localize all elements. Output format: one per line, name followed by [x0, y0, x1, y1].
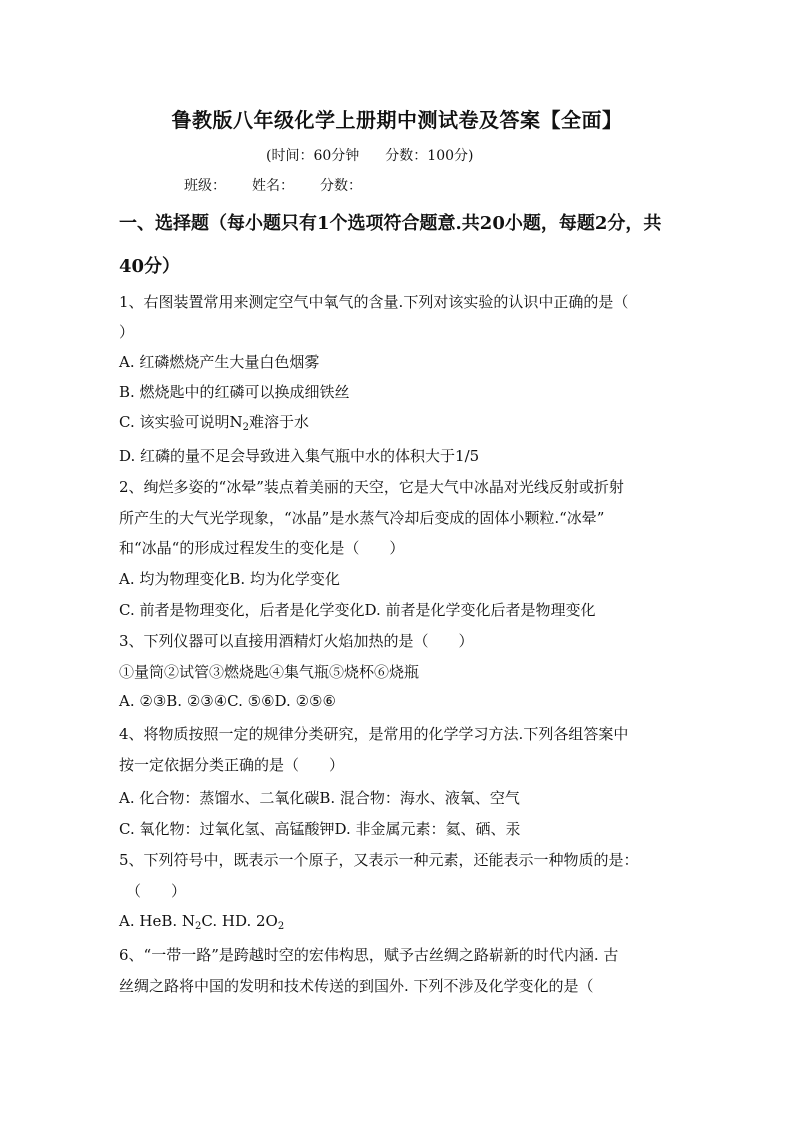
question-3-options: A. ②③B. ②③④C. ⑤⑥D. ②⑤⑥ — [119, 692, 336, 710]
question-2-text: 2、绚烂多姿的“冰晕”装点着美丽的天空，它是大气中冰晶对光线反射或折射 — [119, 478, 624, 496]
name-label: 姓名： — [252, 178, 294, 194]
score-label: 分数： — [320, 178, 362, 194]
question-1-option-c — [119, 411, 679, 433]
student-info-row — [184, 175, 388, 195]
document-title: 鲁教版八年级化学上册期中测试卷及答案【全面】 — [171, 108, 623, 132]
question-3-items: ①量筒②试管③燃烧匙④集气瓶⑤烧杯⑥烧瓶 — [119, 663, 420, 681]
question-5-options — [119, 912, 679, 932]
q1c-pre: C. 该实验可说明N — [119, 413, 243, 431]
section-title-cont: 40分） — [119, 256, 181, 277]
class-label: 班级： — [184, 178, 226, 194]
question-4-options-ab: A. 化合物：蒸馏水、二氧化碳B. 混合物：海水、液氧、空气 — [119, 789, 520, 807]
question-4-options-cd: C. 氧化物：过氧化氢、高锰酸钾D. 非金属元素：氦、硒、汞 — [119, 820, 521, 838]
question-6-text: 6、“一带一路”是跨越时空的宏伟构思，赋予古丝绸之路崭新的时代内涵. 古 — [119, 946, 619, 964]
exam-time-info — [266, 145, 473, 165]
score-info: 分数：100分) — [385, 148, 474, 164]
question-1-option-d: D. 红磷的量不足会导致进入集气瓶中水的体积大于1/5 — [119, 447, 480, 465]
question-4-text-cont: 按一定依据分类正确的是（ ） — [119, 756, 345, 774]
question-2-text-cont: 所产生的大气光学现象，“冰晶”是水蒸气冷却后变成的固体小颗粒.“冰晕” — [119, 509, 605, 527]
section-title: 一、选择题（每小题只有1个选项符合题意.共20小题，每题2分，共 — [119, 213, 662, 234]
question-2-options-cd: C. 前者是物理变化，后者是化学变化D. 前者是化学变化后者是物理变化 — [119, 601, 596, 619]
q1c-subscript: 2 — [242, 422, 249, 433]
question-2-text-cont2: 和“冰晶“的形成过程发生的变化是（ ） — [119, 539, 405, 557]
question-1-option-b: B. 燃烧匙中的红磷可以换成细铁丝 — [119, 383, 350, 401]
question-6-text-cont: 丝绸之路将中国的发明和技术传送的到国外. 下列不涉及化学变化的是（ — [119, 977, 594, 995]
question-1-text-cont: ） — [119, 323, 135, 341]
time-info: (时间：60分钟 — [266, 148, 360, 164]
q5-subscript-1: 2 — [195, 921, 202, 932]
question-5-text: 5、下列符号中，既表示一个原子，又表示一种元素，还能表示一种物质的是： — [119, 851, 639, 869]
question-2-options-ab: A. 均为物理变化B. 均为化学变化 — [119, 570, 340, 588]
question-3-text: 3、下列仪器可以直接用酒精灯火焰加热的是（ ） — [119, 632, 474, 650]
q5-opt-a: A. HeB. N — [119, 912, 196, 930]
question-1-text: 1、右图装置常用来测定空气中氧气的含量.下列对该实验的认识中正确的是（ — [119, 293, 629, 311]
question-4-text: 4、将物质按照一定的规律分类研究，是常用的化学学习方法.下列各组答案中 — [119, 725, 629, 743]
q5-opt-mid: C. HD. 2O — [201, 912, 278, 930]
q5-subscript-2: 2 — [277, 921, 285, 932]
question-5-text-cont: （ ） — [126, 882, 187, 900]
q1c-post: 难溶于水 — [248, 413, 309, 431]
question-1-option-a: A. 红磷燃烧产生大量白色烟雾 — [119, 353, 320, 371]
